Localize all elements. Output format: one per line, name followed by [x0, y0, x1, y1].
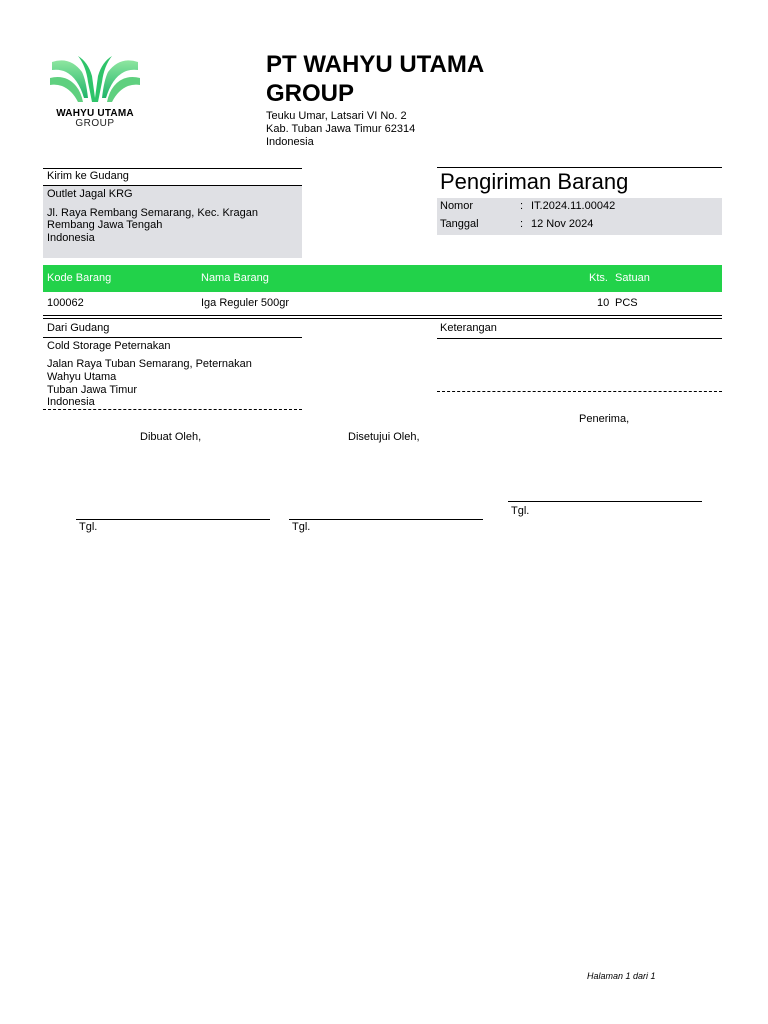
signature-line: [289, 519, 483, 520]
from-address-line: Wahyu Utama: [47, 371, 117, 383]
divider: [43, 168, 302, 169]
approved-by-date-label: Tgl.: [292, 521, 311, 533]
ship-to-address-line: Rembang Jawa Tengah: [47, 219, 163, 231]
logo-subtitle: GROUP: [75, 118, 115, 129]
column-header-name: Nama Barang: [201, 272, 269, 284]
ship-to-address-line: Jl. Raya Rembang Semarang, Kec. Kragan: [47, 207, 258, 219]
company-name: PT WAHYU UTAMA GROUP: [266, 51, 484, 107]
receiver-date-label: Tgl.: [511, 505, 530, 517]
cell-name: Iga Reguler 500gr: [201, 297, 290, 309]
number-label: Nomor: [440, 200, 474, 212]
made-by-date-label: Tgl.: [79, 521, 98, 533]
column-header-unit: Satuan: [615, 272, 650, 284]
approved-by-label: Disetujui Oleh,: [348, 431, 420, 443]
cell-qty: 10: [597, 297, 610, 309]
from-address-line: Jalan Raya Tuban Semarang, Peternakan: [47, 358, 252, 370]
document-date: 12 Nov 2024: [531, 218, 594, 230]
cell-unit: PCS: [615, 297, 638, 309]
divider: [43, 337, 302, 338]
cell-code: 100062: [47, 297, 84, 309]
divider: [43, 315, 722, 316]
divider: [437, 167, 722, 168]
document-number: IT.2024.11.00042: [531, 200, 616, 212]
from-name: Cold Storage Peternakan: [47, 340, 171, 352]
table-header: [43, 265, 722, 292]
company-address-line: Teuku Umar, Latsari VI No. 2: [266, 110, 407, 122]
ship-to-name: Outlet Jagal KRG: [47, 188, 133, 200]
ship-to-label: Kirim ke Gudang: [47, 170, 129, 182]
company-address-line: Kab. Tuban Jawa Timur 62314: [266, 123, 416, 135]
date-colon: :: [520, 218, 524, 230]
from-address-line: Indonesia: [47, 396, 95, 408]
divider: [437, 338, 722, 339]
number-colon: :: [520, 200, 524, 212]
made-by-label: Dibuat Oleh,: [140, 431, 202, 443]
column-header-code: Kode Barang: [47, 272, 112, 284]
signature-line: [76, 519, 270, 520]
from-label: Dari Gudang: [47, 322, 110, 334]
receiver-label: Penerima,: [579, 413, 630, 425]
document-title: Pengiriman Barang: [440, 169, 629, 194]
divider: [43, 318, 722, 319]
signature-line: [508, 501, 702, 502]
page-number: Halaman 1 dari 1: [587, 971, 656, 981]
dashed-divider: [437, 391, 722, 392]
ship-to-address-line: Indonesia: [47, 232, 95, 244]
company-address-line: Indonesia: [266, 136, 314, 148]
company-address: [266, 110, 415, 149]
logo-name: WAHYU UTAMA: [56, 108, 134, 119]
from-address-line: Tuban Jawa Timur: [47, 384, 138, 396]
date-label: Tanggal: [440, 218, 479, 230]
dashed-divider: [43, 409, 302, 410]
notes-label: Keterangan: [440, 322, 497, 334]
column-header-qty: Kts.: [589, 272, 608, 284]
